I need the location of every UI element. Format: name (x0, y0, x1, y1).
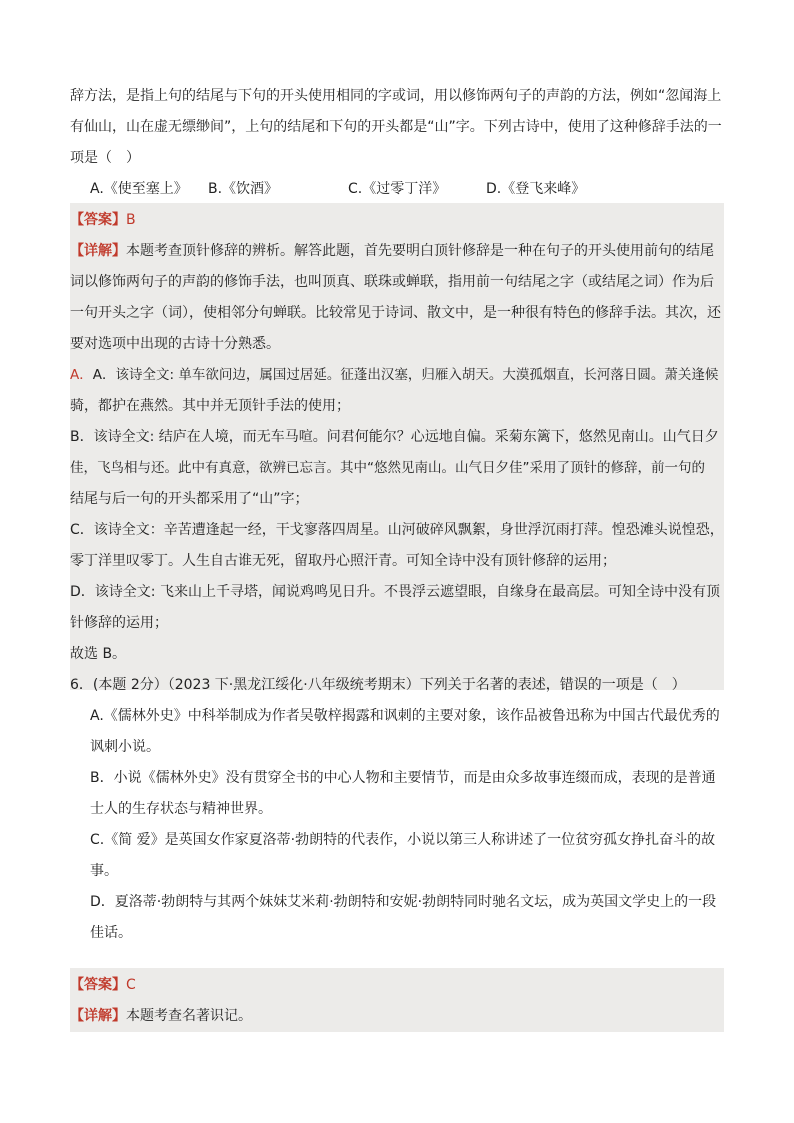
q6-header: 6．(本题 2分）（2023 下·黑龙江绥化·八年级统考期末）下列关于名著的表述，错误的一项是（ ） (70, 677, 686, 693)
q5-detail-line-3: 一句开头之字（词），使相邻分句蝉联。比较常见于诗词、散文中，是一种很有特色的修辞手法。其次，还 (70, 305, 721, 321)
q5-detail-label: 【详解】 (70, 243, 126, 259)
q5-analysis-c-line-1: C．该诗全文：辛苦遭逢起一经，干戈寥落四周星。山河破碎风飘絮，身世浮沉雨打萍。惶恐滩头说惶恐， (70, 522, 724, 538)
q6-option-b-line-2: 士人的生存状态与精神世界。 (90, 801, 272, 817)
q5-option-b: B.《饮酒》 (208, 181, 279, 197)
q6-answer-value: C (126, 977, 136, 993)
q5-stem-line-3: 项是（ ） (70, 150, 140, 166)
q5-analysis-a-line-2: 骑，都护在燕然。其中并无顶针手法的使用； (70, 398, 350, 414)
q6-detail-text: 本题考查名著识记。 (126, 1008, 252, 1024)
q6-option-d-line-1: D．夏洛蒂·勃朗特与其两个妹妹艾米莉·勃朗特和安妮·勃朗特同时驰名文坛，成为英国文学史上的一段 (90, 894, 717, 910)
q5-conclusion: 故选 B。 (70, 646, 127, 662)
q5-analysis-b-line-1: B．该诗全文: 结庐在人境，而无车马喧。问君何能尔？心远地自偏。采菊东篱下，悠然见南山。山气日夕 (70, 429, 719, 445)
q5-analysis-a-line-1: A．A．该诗全文: 单车欲问边，属国过居延。征蓬出汉塞，归雁入胡天。大漠孤烟直，长河落日圆。萧关逢候 (70, 367, 719, 383)
q6-option-c-line-1: C.《简 爱》是英国女作家夏洛蒂·勃朗特的代表作，小说以第三人称讲述了一位贫穷孤女挣扎奋斗的故 (90, 832, 716, 848)
q5-option-d: D.《登飞来峰》 (486, 181, 586, 197)
q6-answer-label: 【答案】 (70, 977, 126, 993)
q5-detail-line-1: 【详解】本题考查顶针修辞的辨析。解答此题，首先要明白顶针修辞是一种在句子的开头使用前句的结尾 (70, 243, 714, 259)
q5-answer (70, 210, 136, 230)
q5-answer-label: 【答案】 (70, 212, 126, 228)
q6-option-c-line-2: 事。 (90, 863, 118, 879)
q6-option-b-line-1: B．小说《儒林外史》没有贯穿全书的中心人物和主要情节，而是由众多故事连缀而成，表现的是普通 (90, 770, 716, 786)
q6-detail-label: 【详解】 (70, 1008, 126, 1024)
q5-analysis-d-line-1: D．该诗全文: 飞来山上千寻塔，闻说鸡鸣见日升。不畏浮云遮望眼，自缘身在最高层。可知全诗中没有顶 (70, 584, 720, 600)
q5-analysis-c-line-2: 零丁洋里叹零丁。人生自古谁无死，留取丹心照汗青。可知全诗中没有顶针修辞的运用； (70, 553, 616, 569)
q5-analysis-d-line-2: 针修辞的运用； (70, 615, 168, 631)
q5-stem-line-1: 辞方法，是指上句的结尾与下句的开头使用相同的字或词，用以修饰两句子的声韵的方法，例如“忽闻海上 (70, 88, 722, 104)
q5-stem-line-2: 有仙山，山在虚无缥缈间”，上句的结尾和下句的开头都是“山”字。下列古诗中，使用了这种修辞手法的一 (70, 119, 722, 135)
q5-detail-line-2: 词以修饰两句子的声韵的修饰手法，也叫顶真、联珠或蝉联，指用前一句结尾之字（或结尾之词）作为后 (70, 274, 714, 290)
q5-answer-value: B (126, 212, 136, 228)
q6-detail (70, 1006, 252, 1026)
q5-option-c: C.《过零丁洋》 (348, 181, 447, 197)
q6-option-a-line-1: A.《儒林外史》中科举制成为作者吴敬梓揭露和讽刺的主要对象，该作品被鲁迅称为中国古代最优秀的 (90, 708, 720, 724)
q5-options (90, 179, 585, 199)
q5-analysis-b-line-2: 佳，飞鸟相与还。此中有真意，欲辨已忘言。其中“悠然见南山。山气日夕佳”采用了顶针的修辞，前一句的 (70, 460, 705, 476)
q5-option-a: A.《使至塞上》 (90, 181, 188, 197)
q6-option-d-line-2: 佳话。 (90, 925, 132, 941)
q5-analysis-b-line-3: 结尾与后一句的开头都采用了“山”字； (70, 491, 309, 507)
q6-answer (70, 975, 136, 995)
q6-option-a-line-2: 讽刺小说。 (90, 739, 160, 755)
q5-detail-line-4: 要对选项中出现的古诗十分熟悉。 (70, 336, 280, 352)
